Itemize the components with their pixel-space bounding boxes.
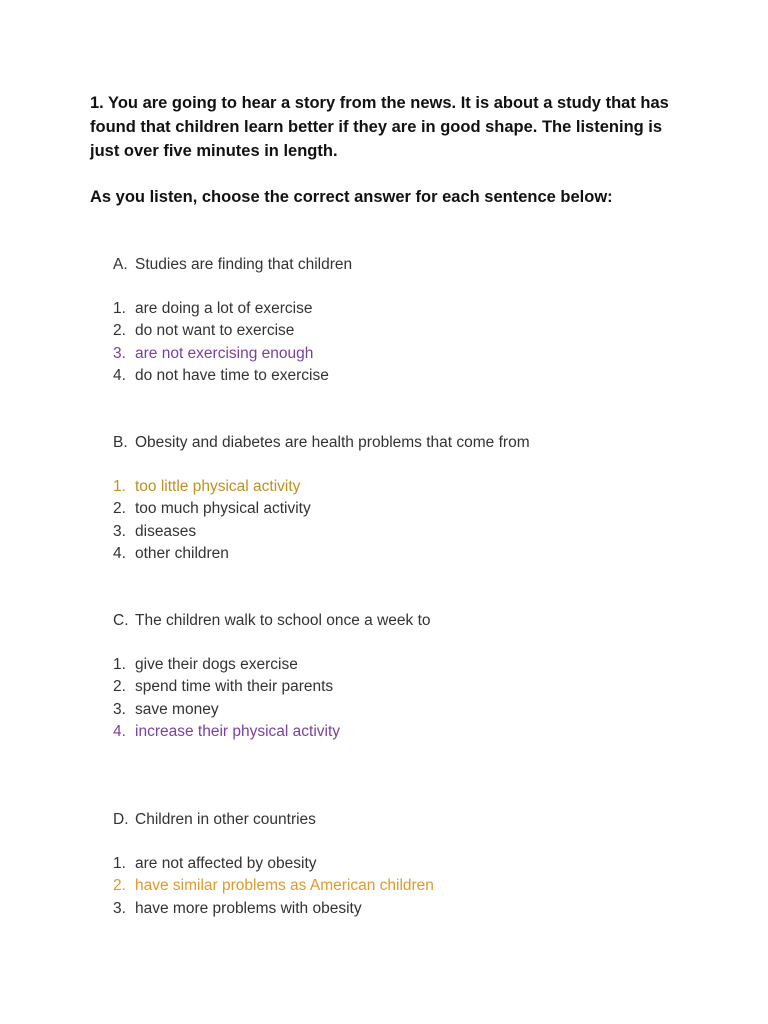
option-number: 2. bbox=[113, 500, 126, 518]
option-number: 1. bbox=[113, 300, 126, 317]
answer-option bbox=[113, 365, 673, 387]
answer-option bbox=[113, 875, 673, 897]
option-number: 4. bbox=[113, 545, 126, 563]
option-text: increase their physical activity bbox=[135, 723, 341, 741]
option-text: are not affected by obesity bbox=[135, 855, 317, 872]
answer-option bbox=[113, 476, 673, 498]
question-a-prompt-line bbox=[113, 254, 673, 276]
question-c bbox=[113, 610, 673, 744]
answer-option bbox=[113, 298, 673, 320]
answer-option bbox=[113, 721, 673, 743]
answer-options bbox=[113, 476, 673, 566]
question-b bbox=[113, 432, 673, 566]
option-text: are not exercising enough bbox=[135, 344, 314, 362]
option-text: too little physical activity bbox=[135, 478, 301, 495]
option-number: 3. bbox=[113, 899, 126, 917]
question-letter: B. bbox=[113, 434, 128, 451]
question-letter: A. bbox=[113, 256, 128, 273]
intro-paragraph: 1. You are going to hear a story from the news. It is about a study that has found that children learn better if they are in good shape. The listening is just over five minutes in length. bbox=[90, 94, 669, 160]
option-number: 2. bbox=[113, 322, 126, 340]
question-letter: D. bbox=[113, 811, 129, 828]
question-prompt: Studies are finding that children bbox=[135, 256, 353, 273]
answer-option bbox=[113, 498, 673, 520]
option-number: 4. bbox=[113, 723, 126, 741]
option-text: do not want to exercise bbox=[135, 322, 295, 340]
answer-option bbox=[113, 543, 673, 565]
option-number: 1. bbox=[113, 656, 126, 673]
instruction-text: As you listen, choose the correct answer for each sentence below: bbox=[90, 188, 613, 206]
option-number: 3. bbox=[113, 700, 126, 718]
answer-option bbox=[113, 699, 673, 721]
option-text: too much physical activity bbox=[135, 500, 311, 518]
option-text: spend time with their parents bbox=[135, 678, 334, 696]
option-number: 1. bbox=[113, 855, 126, 872]
option-text: have more problems with obesity bbox=[135, 899, 362, 917]
answer-options bbox=[113, 654, 673, 744]
question-letter: C. bbox=[113, 612, 129, 629]
option-text: have similar problems as American children bbox=[135, 877, 434, 895]
answer-options bbox=[113, 853, 673, 920]
option-text: do not have time to exercise bbox=[135, 367, 329, 385]
answer-option bbox=[113, 654, 673, 676]
option-number: 1. bbox=[113, 478, 126, 495]
option-number: 4. bbox=[113, 367, 126, 385]
answer-option bbox=[113, 521, 673, 543]
option-text: diseases bbox=[135, 522, 197, 540]
option-text: save money bbox=[135, 700, 219, 718]
question-c-prompt-line bbox=[113, 610, 673, 632]
option-number: 3. bbox=[113, 522, 126, 540]
answer-option bbox=[113, 853, 673, 875]
question-d-prompt-line bbox=[113, 809, 673, 831]
option-number: 3. bbox=[113, 344, 126, 362]
question-d bbox=[113, 809, 673, 920]
question-b-prompt-line bbox=[113, 432, 673, 454]
option-text: are doing a lot of exercise bbox=[135, 300, 313, 317]
answer-option bbox=[113, 898, 673, 920]
answer-option bbox=[113, 343, 673, 365]
question-prompt: Obesity and diabetes are health problems that come from bbox=[135, 434, 530, 451]
question-a bbox=[113, 254, 673, 388]
option-number: 2. bbox=[113, 877, 126, 895]
answer-options bbox=[113, 298, 673, 388]
answer-option bbox=[113, 320, 673, 342]
option-text: other children bbox=[135, 545, 229, 563]
question-prompt: Children in other countries bbox=[135, 811, 316, 828]
option-text: give their dogs exercise bbox=[135, 656, 298, 673]
option-number: 2. bbox=[113, 678, 126, 696]
answer-option bbox=[113, 676, 673, 698]
question-prompt: The children walk to school once a week to bbox=[135, 612, 431, 629]
